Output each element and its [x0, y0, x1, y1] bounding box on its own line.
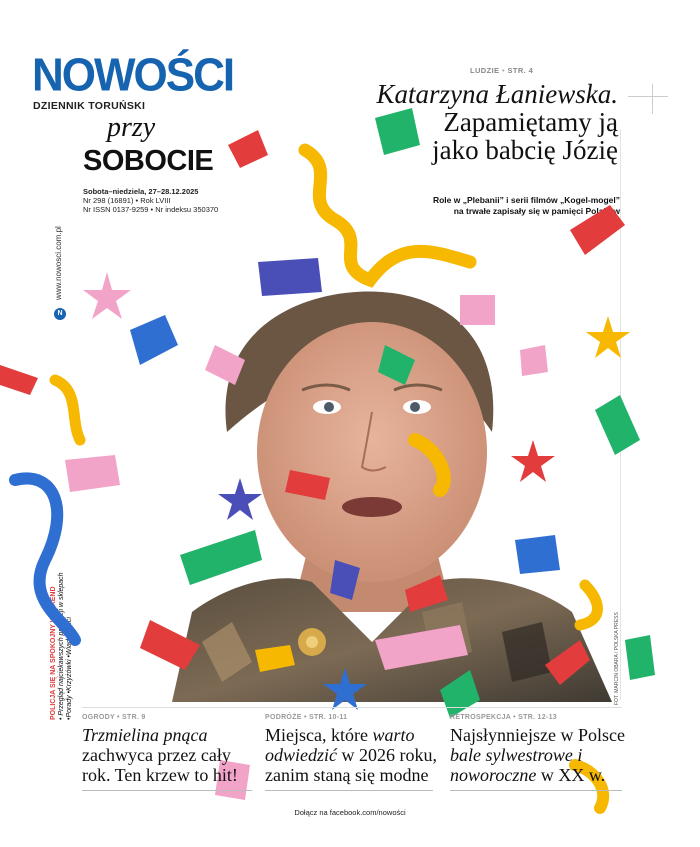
star-purple — [218, 478, 262, 520]
bottom-teaser-headline: Trzmielina pnąca zachwyca przez cały rok. Ten krzew to hit! — [82, 725, 238, 785]
lede-line2: na trwałe zapisały się w pamięci Polaków — [453, 206, 620, 216]
confetti-yellow-left — [55, 380, 80, 440]
confetti-red-top — [228, 130, 268, 168]
kicker-separator: • — [501, 66, 505, 75]
website-url[interactable]: www.nowosci.com.pl — [54, 226, 63, 300]
confetti-yellow-right — [580, 585, 598, 625]
bottom-teaser-headline: Miejsca, które warto odwiedzić w 2026 roku, zanim staną się modne — [265, 725, 437, 785]
bottom-teaser-kicker: PODRÓŻE • STR. 10-11 — [265, 714, 348, 721]
bottom-teaser-kicker: RETROSPEKCJA • STR. 12-13 — [450, 714, 557, 721]
issn-info: Nr ISSN 0137-9259 • Nr indeksu 350370 — [83, 205, 219, 214]
facebook-footer[interactable]: Dołącz na facebook.com/nowości — [294, 808, 406, 817]
confetti-pink-left — [65, 455, 120, 492]
confetti-yellow-low — [255, 645, 295, 672]
confetti-green-right — [595, 395, 640, 455]
headline-line2: Zapamiętamy ją — [443, 107, 618, 137]
lede-line1: Role w „Plebanii” i serii filmów „Kogel-mogel” — [432, 195, 620, 205]
confetti-purple — [258, 258, 322, 296]
confetti-green-face — [378, 345, 415, 385]
confetti-green-top — [375, 108, 420, 155]
bottom-teaser-gardens[interactable] — [82, 714, 252, 785]
confetti-red-left — [0, 365, 38, 395]
bottom-rule-3 — [450, 790, 622, 791]
issue-number: Nr 298 (16891) • Rok LVIII — [83, 196, 171, 205]
headline-line1: Katarzyna Łaniewska. — [376, 79, 618, 109]
headline-line3: jako babcię Józię — [432, 135, 618, 165]
confetti-blue-left — [130, 315, 178, 365]
bottom-teaser-travel[interactable] — [265, 714, 440, 785]
confetti-red-mid — [285, 470, 330, 500]
confetti-blue-right — [515, 535, 560, 574]
confetti-green-bottom — [440, 670, 480, 718]
confetti-yellow-mid — [415, 440, 444, 490]
confetti-purple-low — [330, 560, 360, 600]
confetti-red-right — [570, 205, 625, 255]
supplement-title-line2: SOBOCIE — [83, 145, 214, 177]
star-yellow — [586, 316, 630, 358]
confetti-green-low — [180, 530, 262, 585]
star-red — [511, 440, 555, 482]
confetti-streamer-blue — [15, 478, 75, 640]
confetti-pink-1 — [460, 295, 495, 325]
confetti-pink-large — [375, 625, 468, 670]
bottom-rule-2 — [265, 790, 433, 791]
confetti-red-bottom-right — [545, 640, 590, 685]
newspaper-subtitle: DZIENNIK TORUŃSKI — [33, 100, 146, 112]
confetti-red-lower-left — [140, 620, 200, 670]
side-teaser-title: POLICJA SIĘ NA SPOKOJNY WEEKEND — [50, 586, 57, 720]
confetti-green-edge — [625, 635, 655, 680]
bottom-teaser-retrospective[interactable] — [450, 714, 625, 785]
kicker-page: STR. 4 — [507, 66, 534, 75]
bottom-teaser-kicker: OGRODY • STR. 9 — [82, 714, 146, 721]
photo-credit: FOT. MARCIN OBARA / POLSKA PRESS — [614, 612, 620, 705]
bottom-teaser-headline: Najsłynniejsze w Polsce bale sylwestrowe i noworoczne w XX w. — [450, 725, 625, 785]
kicker-section: LUDZIE — [470, 66, 500, 75]
issue-date: Sobota–niedziela, 27–28.12.2025 — [83, 187, 199, 196]
star-blue — [323, 668, 367, 710]
side-teaser-line3: •Porady •Krzyżówki •Wiadomości — [66, 617, 73, 720]
star-pink — [83, 272, 131, 319]
bottom-rule-1 — [82, 790, 252, 791]
supplement-title-line1: przy — [107, 112, 156, 143]
newspaper-logo: NOWOŚCI — [32, 49, 234, 102]
confetti-streamer-yellow — [305, 150, 470, 280]
confetti-pink-2 — [205, 345, 245, 385]
confetti-pink-3 — [520, 345, 548, 376]
confetti-red-low — [405, 575, 448, 612]
n-badge-icon: N — [54, 308, 66, 320]
side-teaser-line2: • Przegląd najciekawszych promocji w sklepach — [58, 572, 65, 720]
bottom-top-rule — [82, 707, 622, 708]
